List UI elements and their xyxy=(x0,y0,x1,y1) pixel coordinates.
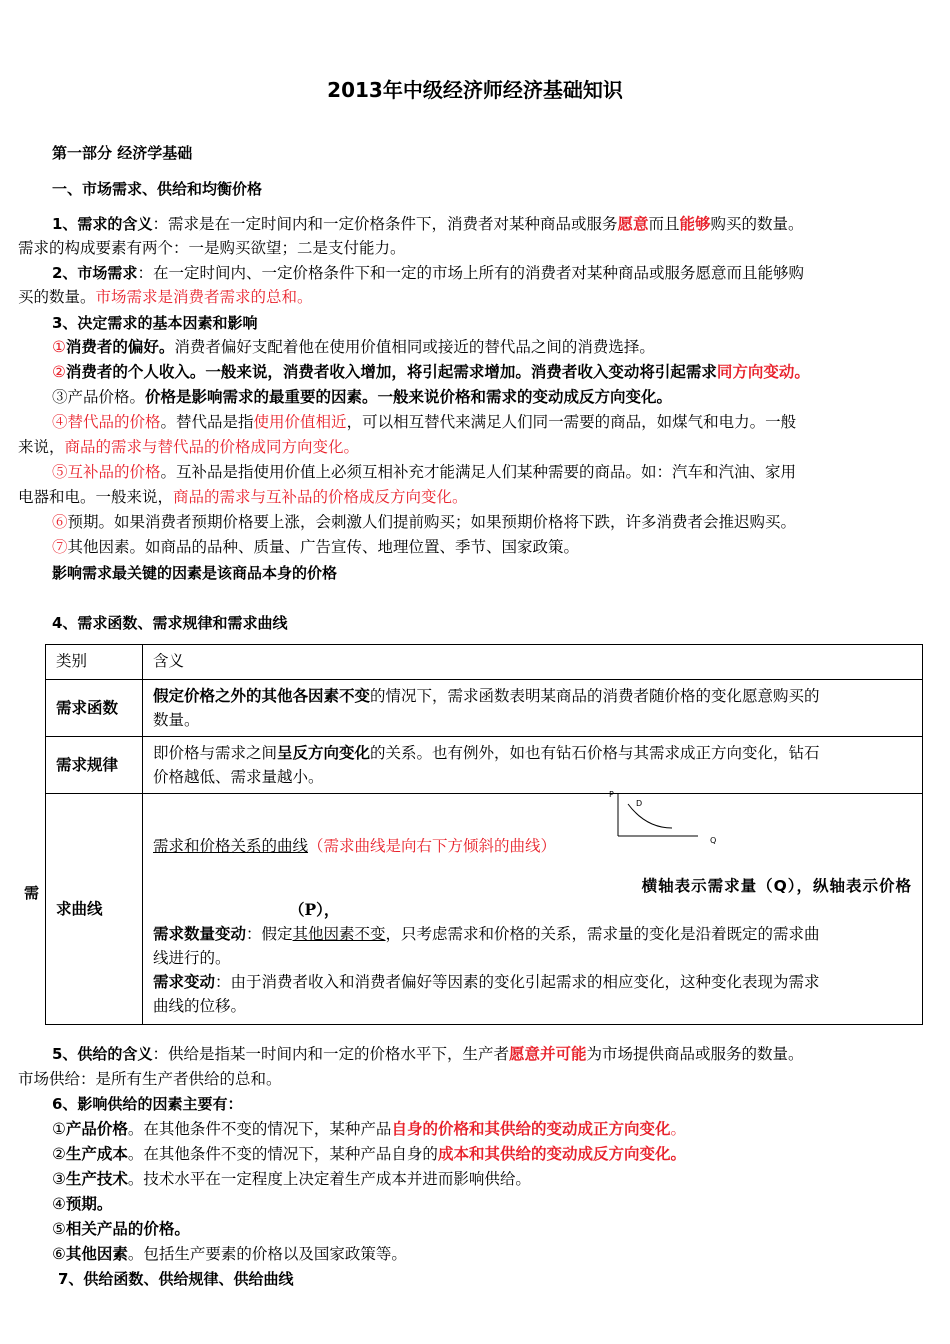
table-header-cell: 含义 xyxy=(143,645,923,680)
graph-q-label: Q xyxy=(710,836,717,845)
demand-curve-graph xyxy=(606,786,726,846)
graph-d-label: D xyxy=(636,799,643,808)
demand-curve-line xyxy=(628,804,672,828)
row-label: 求曲线 xyxy=(46,794,143,1025)
graph-p-label: P xyxy=(609,790,614,799)
supply-factor-6: ⑥其他因素。包括生产要素的价格以及国家政策等。 xyxy=(52,1244,407,1263)
subsection-heading: 3、决定需求的基本因素和影响 xyxy=(52,314,258,332)
row-label: 需求函数 xyxy=(46,680,143,737)
para-line: 买的数量。市场需求是消费者需求的总和。 xyxy=(18,288,313,306)
factor-1: ①消费者的偏好。消费者偏好支配着他在使用价值相同或接近的替代品之间的消费选择。 xyxy=(52,337,655,356)
table-header-row xyxy=(46,645,923,680)
factor-7: ⑦其他因素。如商品的品种、质量、广告宣传、地理位置、季节、国家政策。 xyxy=(52,538,580,556)
table-row xyxy=(46,794,923,1025)
section-heading: 一、市场需求、供给和均衡价格 xyxy=(52,180,263,198)
table-row xyxy=(46,680,923,737)
part-heading: 第一部分 经济学基础 xyxy=(52,144,193,162)
key-factor-note: 影响需求最关键的因素是该商品本身的价格 xyxy=(52,564,338,582)
factor-4: ④替代品的价格。替代品是指使用价值相近，可以相互替代来满足人们同一需要的商品，如煤气和电力。一般 xyxy=(52,413,797,431)
supply-factor-4: ④预期。 xyxy=(52,1194,113,1213)
page-title: 2013年中级经济师经济基础知识 xyxy=(327,78,623,102)
table-side-label: 需 xyxy=(24,884,40,902)
demand-table xyxy=(45,644,923,1025)
table-header-cell: 类别 xyxy=(46,645,143,680)
subsection-heading: 4、需求函数、需求规律和需求曲线 xyxy=(52,614,288,632)
para-line: 电器和电。一般来说，商品的需求与互补品的价格成反方向变化。 xyxy=(18,488,468,506)
factor-2: ②消费者的个人收入。一般来说，消费者收入增加，将引起需求增加。消费者收入变动将引起需求同方向变动。 xyxy=(52,362,810,381)
subsection-heading: 6、影响供给的因素主要有： xyxy=(52,1095,243,1113)
factor-5: ⑤互补品的价格。互补品是指使用价值上必须互相补充才能满足人们某种需要的商品。如：汽车和汽油、家用 xyxy=(52,463,797,481)
subsection-heading: 7、供给函数、供给规律、供给曲线 xyxy=(58,1270,294,1288)
para-supply-definition: 5、供给的含义：供给是指某一时间内和一定的价格水平下，生产者愿意并可能为市场提供商品或服务的数量。 xyxy=(52,1044,804,1063)
supply-factor-2: ②生产成本。在其他条件不变的情况下，某种产品自身的成本和其供给的变动成反方向变化。 xyxy=(52,1144,686,1163)
para-line: 市场供给：是所有生产者供给的总和。 xyxy=(18,1070,282,1088)
table-row xyxy=(46,737,923,794)
supply-factor-3: ③生产技术。技术水平在一定程度上决定着生产成本并进而影响供给。 xyxy=(52,1169,531,1188)
para-line: 需求的构成要素有两个：一是购买欲望；二是支付能力。 xyxy=(18,239,406,257)
factor-3: ③产品价格。价格是影响需求的最重要的因素。一般来说价格和需求的变动成反方向变化。 xyxy=(52,387,673,406)
para-demand-definition: 1、需求的含义：需求是在一定时间内和一定价格条件下，消费者对某种商品或服务愿意而且能够购买的数量。 xyxy=(52,214,804,233)
row-content: 即价格与需求之间呈反方向变化的关系。也有例外，如也有钻石价格与其需求成正方向变化，钻石 价格越低、需求量越小。 xyxy=(143,737,923,794)
factor-6: ⑥预期。如果消费者预期价格要上涨，会刺激人们提前购买；如果预期价格将下跌，许多消费者会推迟购买。 xyxy=(52,513,797,531)
row-content: 假定价格之外的其他各因素不变的情况下，需求函数表明某商品的消费者随价格的变化愿意购买的 数量。 xyxy=(143,680,923,737)
row-content: 需求和价格关系的曲线（需求曲线是向右下方倾斜的曲线） 横轴表示需求量（Q），纵轴表示价格 （P）， 需求数量变动：假定其他因素不变，只考虑需求和价格的关系，需求量的变化是沿着既定的需求曲 线进行的。 需求变动：由于消费者收入和消费者偏好等因素的变化引起需求的相应变化，这种变化表现为需求 曲线的位移。 xyxy=(143,794,923,1025)
supply-factor-1: ①产品价格。在其他条件不变的情况下，某种产品自身的价格和其供给的变动成正方向变化。 xyxy=(52,1119,686,1138)
para-lead: 1、需求的含义 xyxy=(52,215,153,233)
supply-factor-5: ⑤相关产品的价格。 xyxy=(52,1219,190,1238)
para-market-demand: 2、市场需求：在一定时间内、一定价格条件下和一定的市场上所有的消费者对某种商品或服务愿意而且能够购 xyxy=(52,264,804,282)
para-line: 来说，商品的需求与替代品的价格成同方向变化。 xyxy=(18,438,360,456)
row-label: 需求规律 xyxy=(46,737,143,794)
